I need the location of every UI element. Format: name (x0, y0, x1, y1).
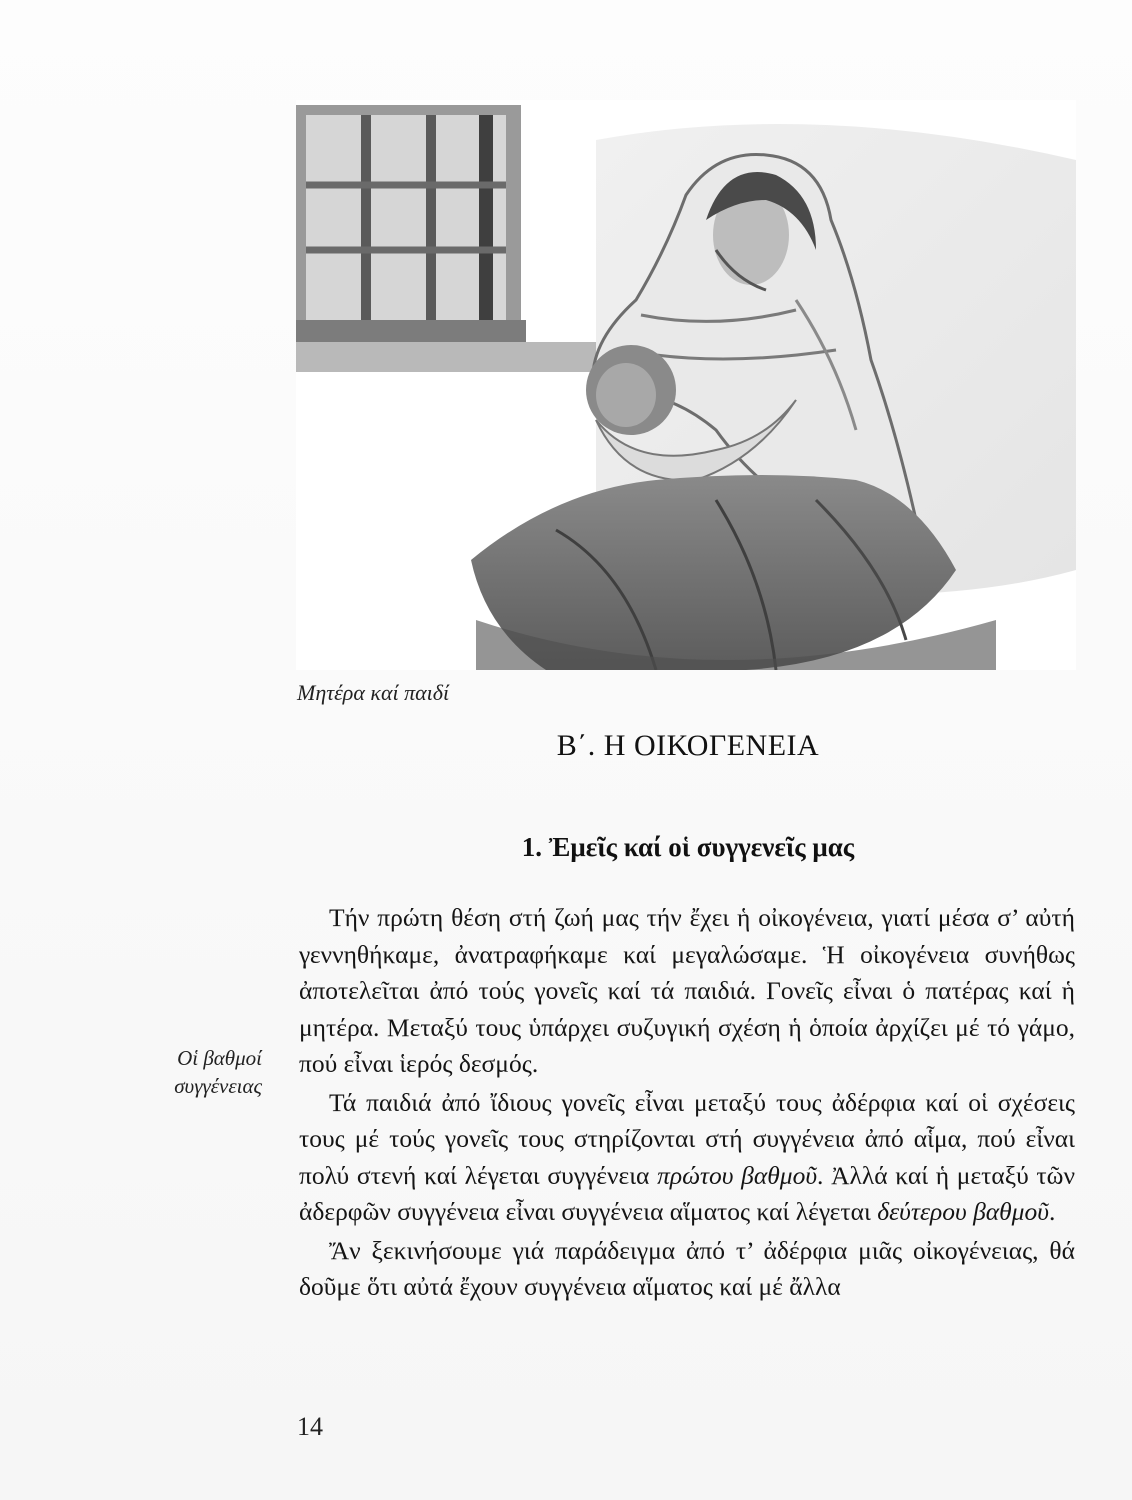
margin-note (128, 1044, 262, 1100)
figure-caption: Μητέρα καί παιδί (297, 680, 450, 705)
page-number: 14 (297, 1412, 323, 1441)
paragraph-2-term-first-degree: πρώτου βαθμοῦ (657, 1160, 818, 1190)
paragraph-2-part-a: Τά παιδιά ἀπό ἴδιους γονεῖς εἶναι μεταξύ τους ἀδέρφια καί οἱ σχέσεις τους μέ τούς γονεῖς τους στηρίζονται στή συγγένεια ἀπό αἷμα, πού εἶναι πολύ στενή καί λέγεται συγγένεια (299, 1087, 1075, 1190)
section-title: 1. Ἐμεῖς καί οἱ συγγενεῖς μας (521, 832, 855, 862)
paragraph-2 (299, 1085, 1075, 1231)
paragraph-1: Τήν πρώτη θέση στή ζωή μας τήν ἔχει ἡ οἰκογένεια, γιατί μέσα σ’ αὐτή γεννηθήκαμε, ἀνατραφήκαμε καί μεγαλώσαμε. Ἡ οἰκογένεια συνήθως ἀποτελεῖται ἀπό τούς γονεῖς καί τά παιδιά. Γονεῖς εἶναι ὁ πατέρας καί ἡ μητέρα. Μεταξύ τους ὑπάρχει συζυγική σχέση ἡ ὁποία ἀρχίζει μέ τό γάμο, πού εἶναι ἱερός δεσμός. (299, 903, 1075, 1078)
body-text (299, 900, 1075, 1306)
paragraph-2-part-c: . Ἀλλά καί ἡ μεταξύ τῶν ἀδερφῶν συγγένεια εἶναι συγγένεια αἵματος καί λέγεται (299, 1160, 1075, 1226)
chapter-title: Β΄. Η ΟΙΚΟΓΕΝΕΙΑ (556, 729, 820, 762)
mother-and-child-illustration (296, 100, 1076, 670)
margin-note-line-2: συγγένειας (174, 1074, 262, 1098)
paragraph-2-term-second-degree: δεύτερου βαθμοῦ (877, 1197, 1049, 1226)
paragraph-3: Ἄν ξεκινήσουμε γιά παράδειγμα ἀπό τ’ ἀδέρφια μιᾶς οἰκογένειας, θά δοῦμε ὅτι αὐτά ἔχουν συγγένεια αἵματος καί μέ ἄλλα (299, 1235, 1075, 1301)
show-through-text (140, 340, 260, 366)
paragraph-2-part-e: . (1048, 1197, 1056, 1226)
margin-note-line-1: Οἱ βαθμοί (177, 1046, 262, 1070)
